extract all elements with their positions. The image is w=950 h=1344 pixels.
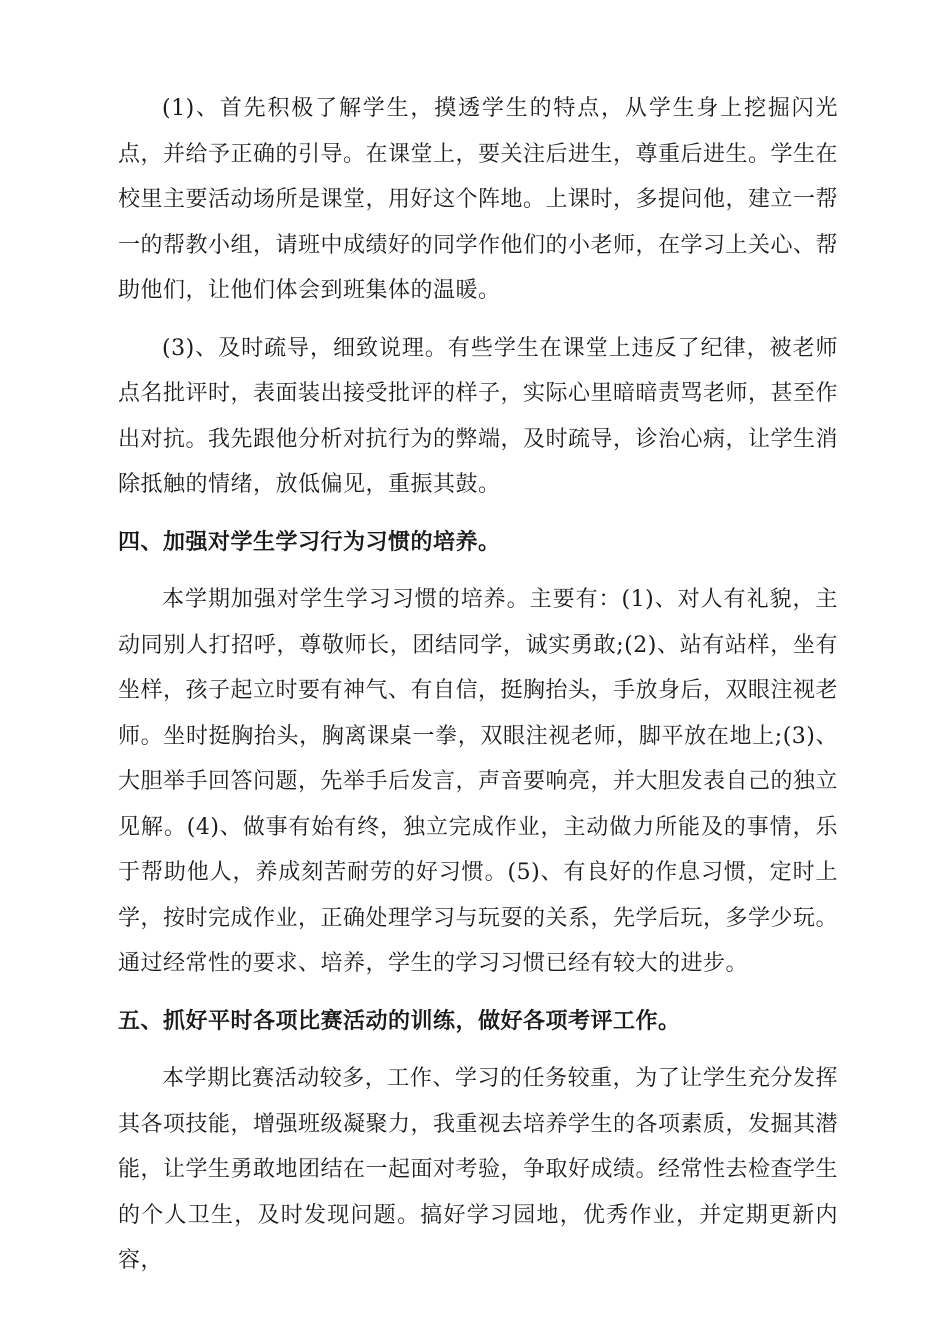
document-page xyxy=(118,86,838,1284)
section-heading-5: 五、抓好平时各项比赛活动的训练，做好各项考评工作。 xyxy=(118,1008,681,1034)
paragraph-method-1: (1)、首先积极了解学生，摸透学生的特点，从学生身上挖掘闪光点，并给予正确的引导。在课堂上，要关注后进生，尊重后进生。学生在校里主要活动场所是课堂，用好这个阵地。上课时，多提问他，建立一帮一的帮教小组，请班中成绩好的同学作他们的小老师，在学习上关心、帮助他们，让他们体会到班集体的温暖。 xyxy=(118,96,839,303)
paragraph-method-3: (3)、及时疏导，细致说理。有些学生在课堂上违反了纪律，被老师点名批评时，表面装出接受批评的样子，实际心里暗暗责骂老师，甚至作出对抗。我先跟他分析对抗行为的弊端，及时疏导，诊治心病，让学生消除抵触的情绪，放低偏见，重振其鼓。 xyxy=(118,335,839,497)
paragraph-study-habits: 本学期加强对学生学习习惯的培养。主要有：(1)、对人有礼貌，主动同别人打招呼，尊敬师长，团结同学，诚实勇敢;(2)、站有站样，坐有坐样，孩子起立时要有神气、有自信，挺胸抬头，手放身后，双眼注视老师。坐时挺胸抬头，胸离课桌一拳，双眼注视老师，脚平放在地上;(3)、大胆举手回答问题，先举手后发言，声音要响亮，并大胆发表自己的独立见解。(4)、做事有始有终，独立完成作业，主动做力所能及的事情，乐于帮助他人，养成刻苦耐劳的好习惯。(5)、有良好的作息习惯，定时上学，按时完成作业，正确处理学习与玩耍的关系，先学后玩，多学少玩。通过经常性的要求、培养，学生的学习习惯已经有较大的进步。 xyxy=(118,587,839,976)
paragraph-competitions: 本学期比赛活动较多，工作、学习的任务较重，为了让学生充分发挥其各项技能，增强班级凝聚力，我重视去培养学生的各项素质，发掘其潜能，让学生勇敢地团结在一起面对考验，争取好成绩。经常性去检查学生的个人卫生，及时发现问题。搞好学习园地，优秀作业，并定期更新内容， xyxy=(118,1066,839,1273)
section-heading-4: 四、加强对学生学习行为习惯的培养。 xyxy=(118,529,501,555)
